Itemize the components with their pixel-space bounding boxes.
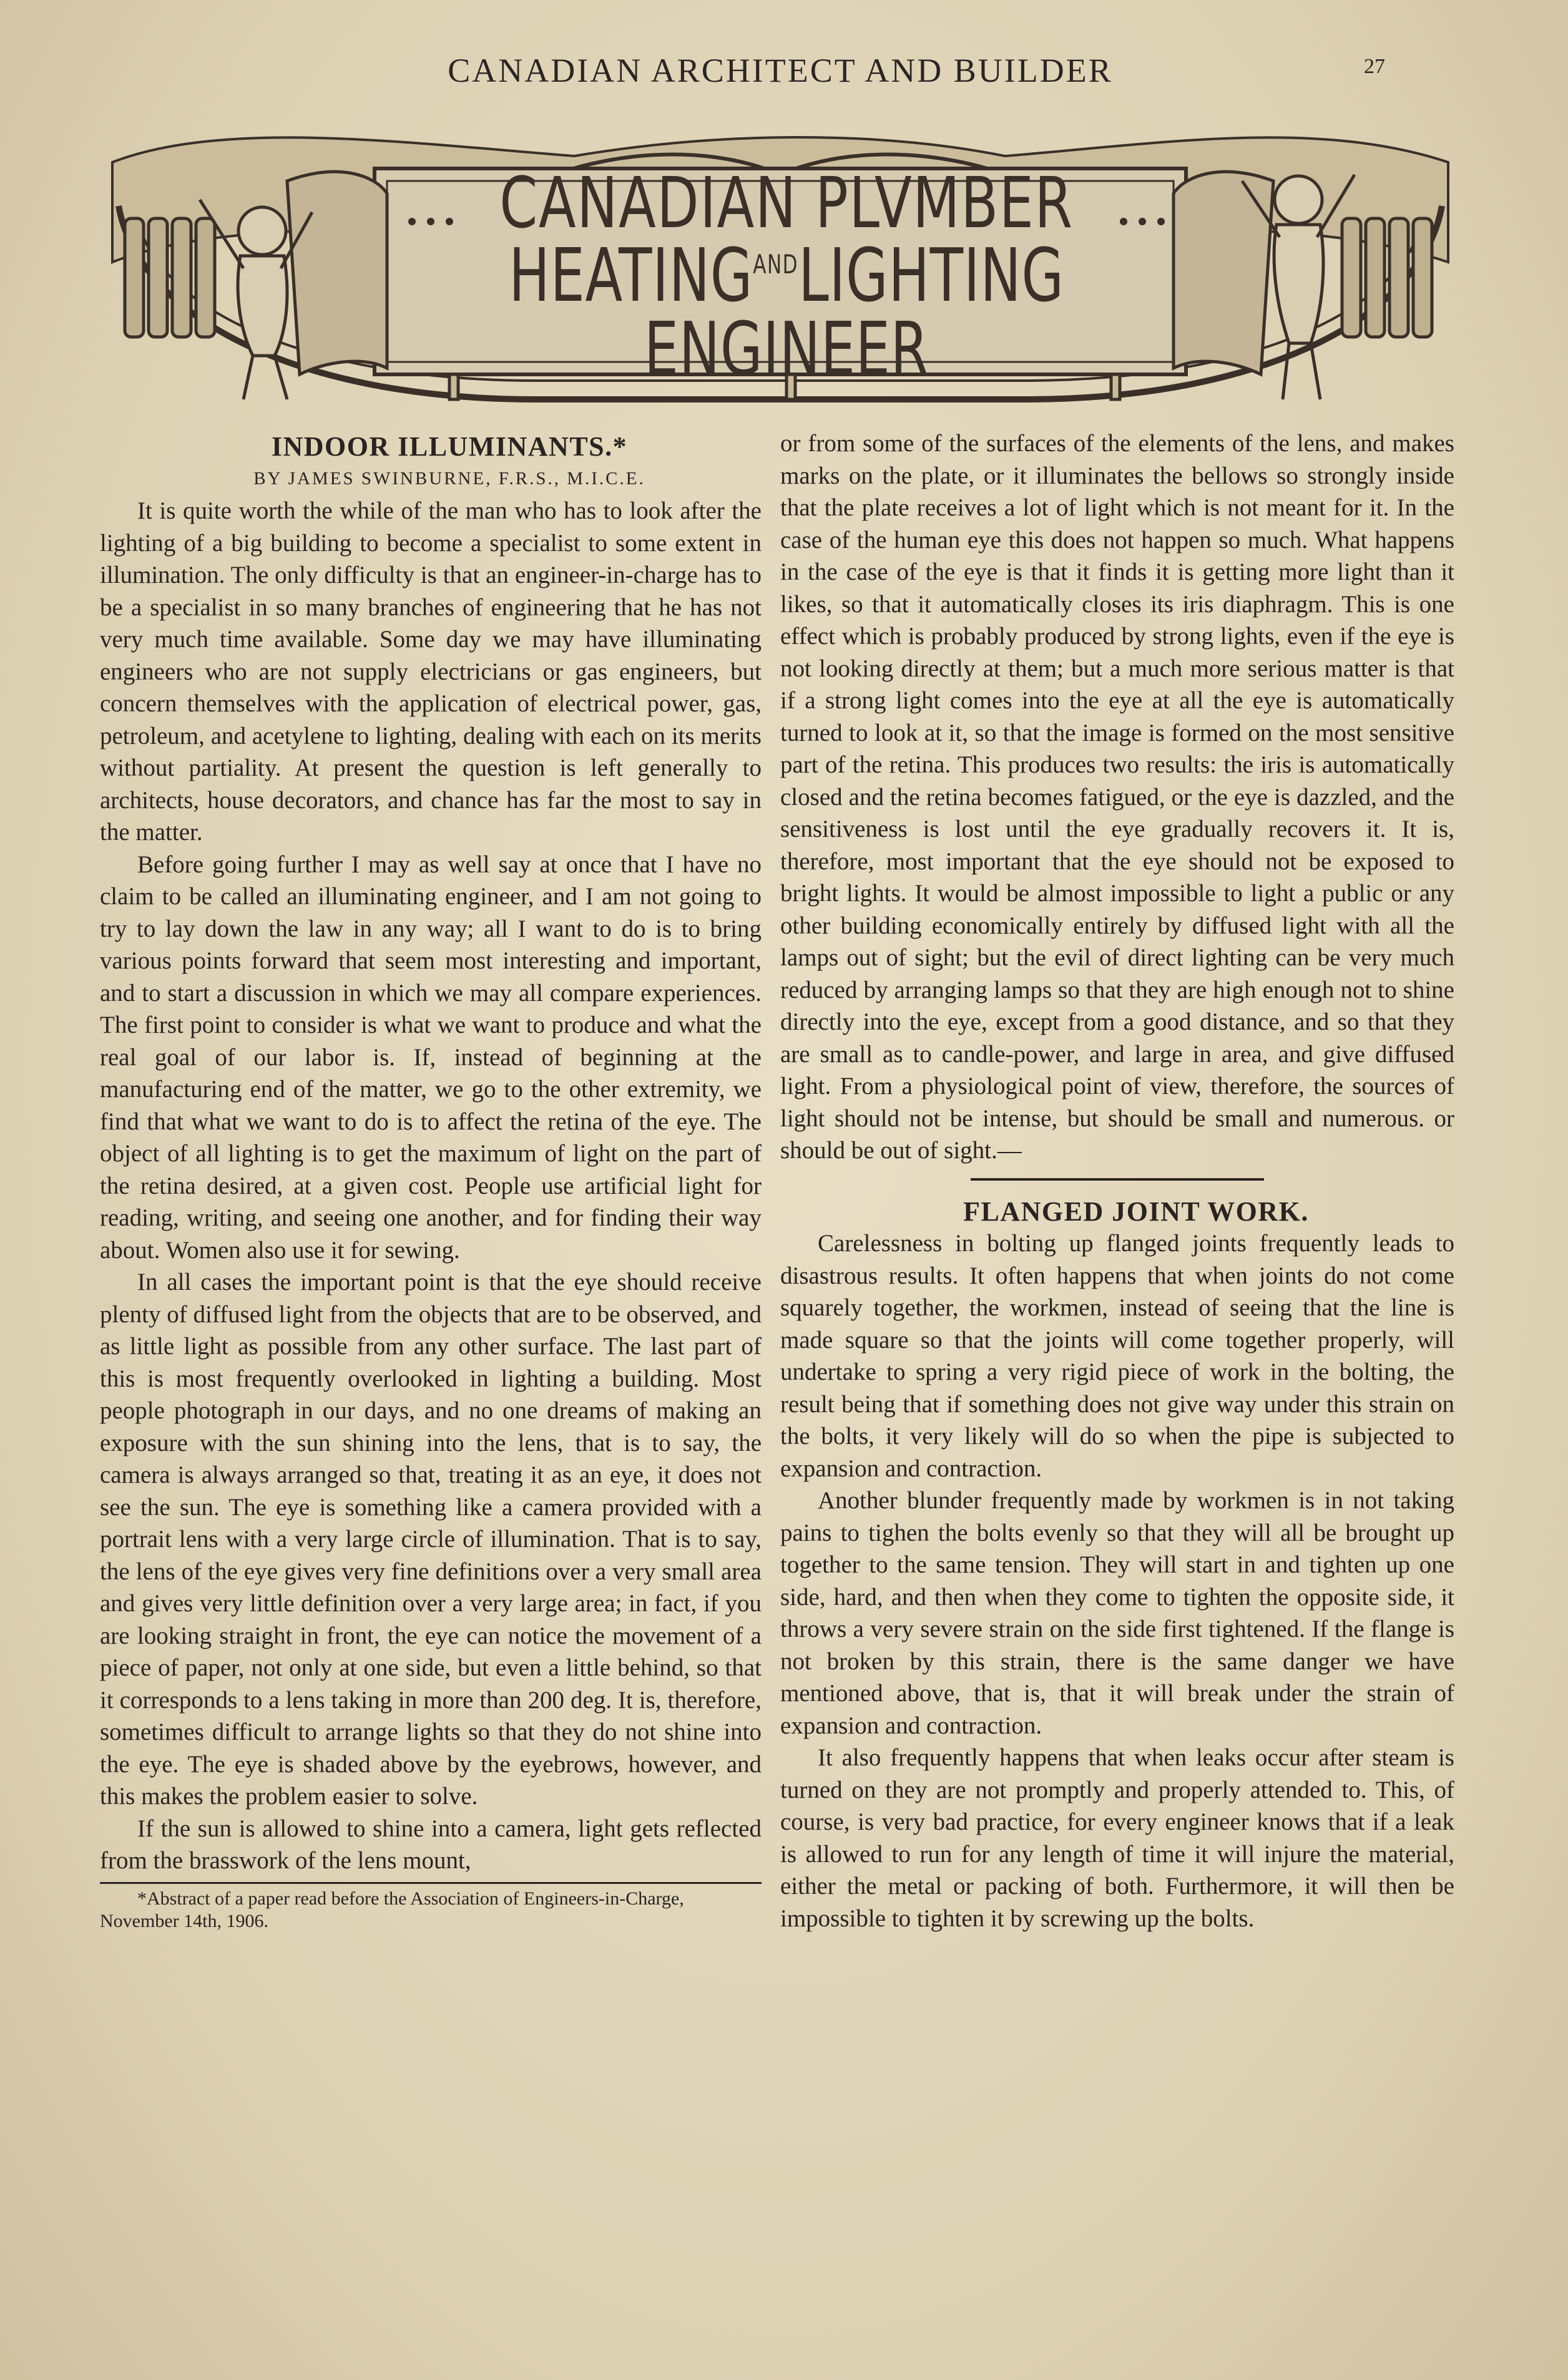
article-paragraph: It is quite worth the while of the man who has to look after the lighting of a big building to become a specialist to some extent in illumination. The only difficulty is that an engineer-in-charge has to be a specialist in so many branches of engineering that he has not very much time available. Some day we may have illuminating engineers who are not supply electricians or gas engineers, but concern themselves with the application of electrical power, gas, petroleum, and acetylene to lighting, dealing with each on its merits without partiality. At present the question is left generally to architects, house decorators, and chance has far the most to say in the matter. bbox=[100, 497, 762, 846]
left-column bbox=[100, 431, 762, 1933]
footnote: *Abstract of a paper read before the Association of Engineers-in-Charge, November 14th, 1906. bbox=[100, 1888, 684, 1931]
article-continuation: or from some of the surfaces of the elements of the lens, and makes marks on the plate, or it illuminates the bellows so strongly inside that the plate receives a lot of light which is not meant for it. In the case of the human eye this does not happen so much. What happens in the case of the eye is that it finds it is getting more light than it likes, so that it automatically closes its iris diaphragm. This is one effect which is probably produced by strong lights, even if the eye is not looking directly at them; but a much more serious matter is that if a strong light comes into the eye at all the eye is automatically turned to look at it, so that the image is formed on the most sensitive part of the retina. This produces two results: the iris is automatically closed and the retina becomes fatigued, or the eye is dazzled, and the sensitiveness is lost until the eye gradually recovers it. It is, therefore, most important that the eye should not be exposed to bright lights. It would be almost impossible to light a public or any other building economically entirely by diffused light with all the lamps out of sight; but the evil of direct lighting can be very much reduced by arranging lamps so that they are high enough not to shine directly into the eye, except from a good distance, and so that they are small as to candle-power, and large in area, and give diffused light. From a physiological point of view, therefore, the sources of light should not be intense, but should be small and numerous. or should be out of sight.— bbox=[780, 430, 1454, 1164]
banner-word-lighting-engineer: LIGHTING ENGINEER bbox=[644, 232, 1064, 392]
banner-title bbox=[399, 163, 1174, 392]
footnote-divider bbox=[100, 1882, 762, 1884]
article-paragraph: Before going further I may as well say at once that I have no claim to be called an illuminating engineer, and I am not going to try to lay down the law in any way; all I want to do is to bring various points forward that seem most interesting and important, and to start a discussion in which we may all compare experiences. The first point to consider is what we want to produce and what the real goal of our labor is. If, instead of beginning at the manufacturing end of the matter, we go to the other extremity, we find that what we want to do is to affect the retina of the eye. The object of all lighting is to get the maximum of light on the part of the retina desired, at a given cost. People use artificial light for reading, writing, and seeing one another, and for finding their way about. Women also use it for sewing. bbox=[100, 851, 762, 1264]
article-title-flanged-joint-work: FLANGED JOINT WORK. bbox=[963, 1196, 1309, 1227]
page-number: 27 bbox=[1364, 55, 1385, 78]
banner-word-and: AND bbox=[753, 249, 799, 280]
right-column bbox=[780, 427, 1454, 1934]
article-paragraph: Another blunder frequently made by workmen is in not taking pains to tighen the bolts evenly so that they will all be brought up together to the same tension. They will start in and tighten up one side, hard, and then when they come to tighten the opposite side, it throws a very severe strain on the side first tightened. If the flange is not broken by this strain, there is the same danger we have mentioned above, that is, that it will break under the strain of expansion and contraction. bbox=[780, 1487, 1454, 1739]
article-paragraph: It also frequently happens that when leaks occur after steam is turned on they are not promptly and properly attended to. This, of course, is very bad practice, for every engineer knows that if a leak is allowed to run for any length of time it will injure the material, either the metal or packing of both. Furthermore, it will then be impossible to tighten it by screwing up the bolts. bbox=[780, 1744, 1454, 1932]
article-byline: BY JAMES SWINBURNE, F.R.S., M.I.C.E. bbox=[253, 468, 645, 489]
running-head: CANADIAN ARCHITECT AND BUILDER bbox=[448, 52, 1113, 89]
article-paragraph: Carelessness in bolting up flanged joints frequently leads to disastrous results. It often happens that when joints do not come squarely together, the workmen, instead of seeing that the line is made square so that the joints will come together properly, will undertake to spring a very rigid piece of work in the bolting, the result being that if something does not give way under this strain on the bolts, it very likely will do so when the pipe is subjected to expansion and contraction. bbox=[780, 1230, 1454, 1482]
banner-word-heating: HEATING bbox=[509, 232, 753, 318]
banner-title-line1: CANADIAN PLVMBER bbox=[499, 163, 1074, 244]
article-paragraph: In all cases the important point is that the eye should receive plenty of diffused light from the objects that are to be observed, and as little light as possible from any other surface. The last part of this is most frequently overlooked in lighting a building. Most people photograph in our days, and no one dreams of making an exposure with the sun shining into the lens, that is to say, the camera is always arranged so that, treating it as an eye, it does not see the sun. The eye is something like a camera provided with a portrait lens with a very large circle of illumination. That is to say, the lens of the eye gives very fine definitions over a very small area and gives very little definition over a very large area; in fact, if you are looking straight in front, the eye can notice the movement of a piece of paper, not only at one side, but even a little behind, so that it corresponds to a lens taking in more than 200 deg. It is, therefore, sometimes difficult to arrange lights so that they do not shine into the eye. The eye is shaded above by the eyebrows, however, and this makes the problem easier to solve. bbox=[100, 1269, 762, 1810]
article-paragraph: If the sun is allowed to shine into a camera, light gets reflected from the brasswork of the lens mount, bbox=[100, 1815, 762, 1874]
article-divider bbox=[971, 1178, 1264, 1181]
banner-title-line2 bbox=[500, 232, 1073, 392]
article-title-indoor-illuminants: INDOOR ILLUMINANTS.* bbox=[271, 431, 628, 462]
